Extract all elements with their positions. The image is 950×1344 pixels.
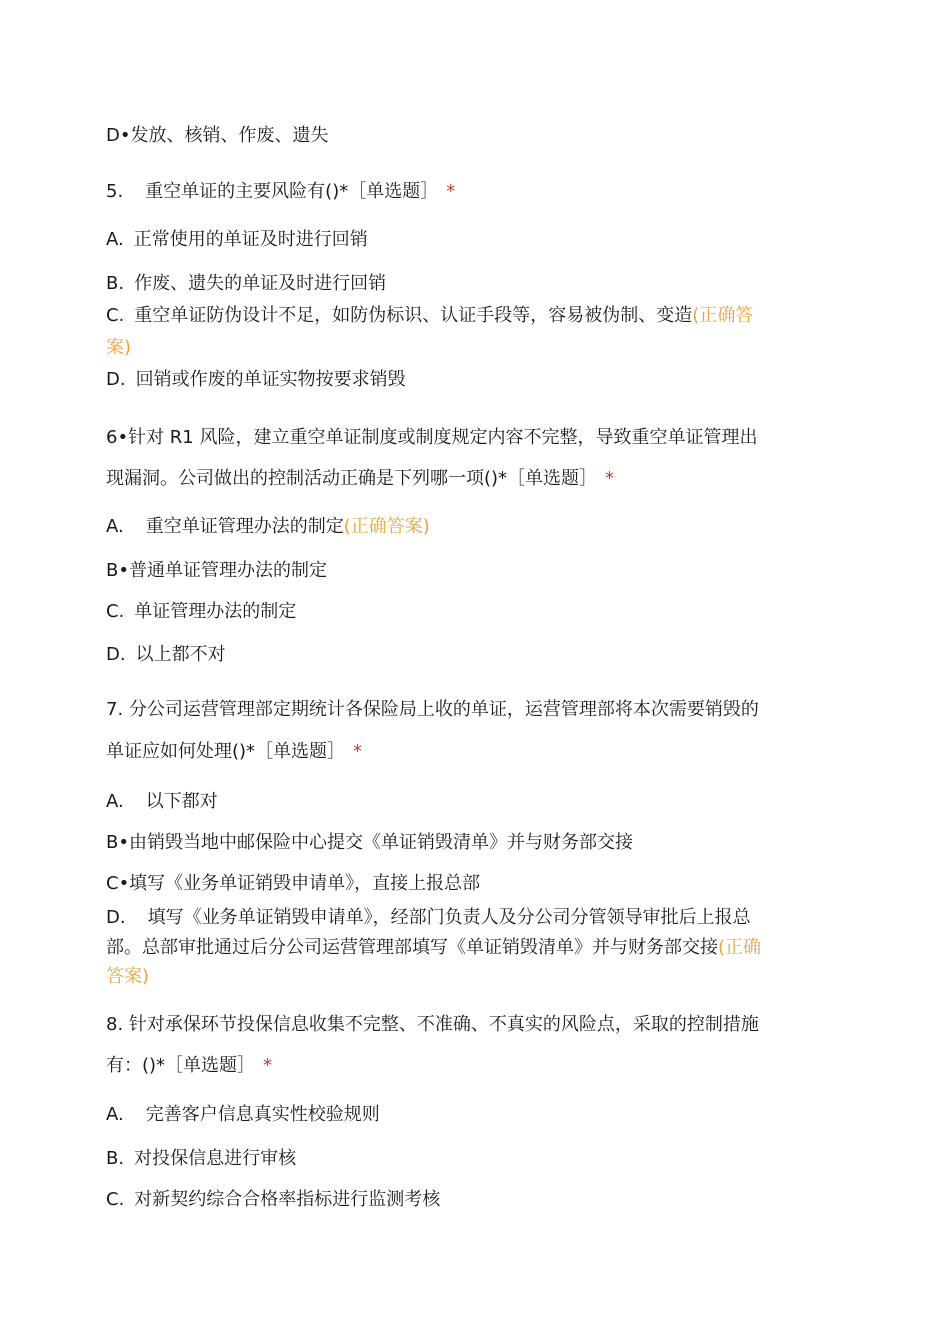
q5-question <box>106 180 455 204</box>
q8-question-line2: 有：()*［单选题］ * <box>106 1055 273 1076</box>
q8-question-line1: 8. 针对承保环节投保信息收集不完整、不准确、不真实的风险点，采取的控制措施 <box>106 1014 759 1035</box>
q5-option-c[interactable]: C. 重空单证防伪设计不足，如防伪标识、认证手段等，容易被伪制、变造(正确答 <box>106 305 754 326</box>
q7-option-b[interactable]: B•由销毁当地中邮保险中心提交《单证销毁清单》并与财务部交接 <box>106 832 633 853</box>
required-mark: * <box>446 181 456 202</box>
q6-option-c[interactable]: C. 单证管理办法的制定 <box>106 601 297 622</box>
q7-option-d[interactable]: D. 填写《业务单证销毁申请单》，经部门负责人及分公司分管领导审批后上报总 <box>106 907 751 928</box>
q7-question-line1: 7. 分公司运营管理部定期统计各保险局上收的单证，运营管理部将本次需要销毁的 <box>106 699 759 720</box>
q6-question-line1: 6•针对 R1 风险，建立重空单证制度或制度规定内容不完整，导致重空单证管理出 <box>106 427 758 448</box>
q7-option-d-cont: 部。总部审批通过后分公司运营管理部填写《单证销毁清单》并与财务部交接(正确 <box>106 937 762 958</box>
q5-number: 5. <box>106 181 124 202</box>
required-mark: * <box>263 1055 273 1076</box>
q6-option-a[interactable]: A. 重空单证管理办法的制定(正确答案) <box>106 516 430 537</box>
q7-question-line2: 单证应如何处理()*［单选题］ * <box>106 741 363 762</box>
correct-answer-marker: (正确答案) <box>343 516 430 537</box>
q6-question-line2: 现漏洞。公司做出的控制活动正确是下列哪一项()*［单选题］ * <box>106 468 615 489</box>
q6-option-d[interactable]: D. 以上都不对 <box>106 644 226 665</box>
q5-option-a[interactable]: A. 正常使用的单证及时进行回销 <box>106 229 368 250</box>
correct-answer-marker: 案) <box>106 337 132 358</box>
q8-option-a[interactable]: A. 完善客户信息真实性校验规则 <box>106 1104 380 1125</box>
required-mark: * <box>605 468 615 489</box>
q5-text: 重空单证的主要风险有()*［单选题］ <box>145 181 439 202</box>
correct-answer-marker: (正确 <box>718 937 762 958</box>
q4-option-d[interactable]: D•发放、核销、作废、遗失 <box>106 125 329 146</box>
q8-option-c[interactable]: C. 对新契约综合合格率指标进行监测考核 <box>106 1189 441 1210</box>
required-mark: * <box>353 741 363 762</box>
q7-option-a[interactable]: A. 以下都对 <box>106 791 218 812</box>
q5-option-c-cont <box>106 336 131 360</box>
q7-option-d-cont2 <box>106 965 149 989</box>
q8-option-b[interactable]: B. 对投保信息进行审核 <box>106 1148 297 1169</box>
q5-option-b[interactable]: B. 作废、遗失的单证及时进行回销 <box>106 273 387 294</box>
correct-answer-marker: (正确答 <box>692 305 754 326</box>
q5-option-d[interactable]: D. 回销或作废的单证实物按要求销毁 <box>106 369 406 390</box>
correct-answer-marker: 答案) <box>106 966 150 987</box>
q6-option-b[interactable]: B•普通单证管理办法的制定 <box>106 560 327 581</box>
q7-option-c[interactable]: C•填写《业务单证销毁申请单》，直接上报总部 <box>106 873 481 894</box>
